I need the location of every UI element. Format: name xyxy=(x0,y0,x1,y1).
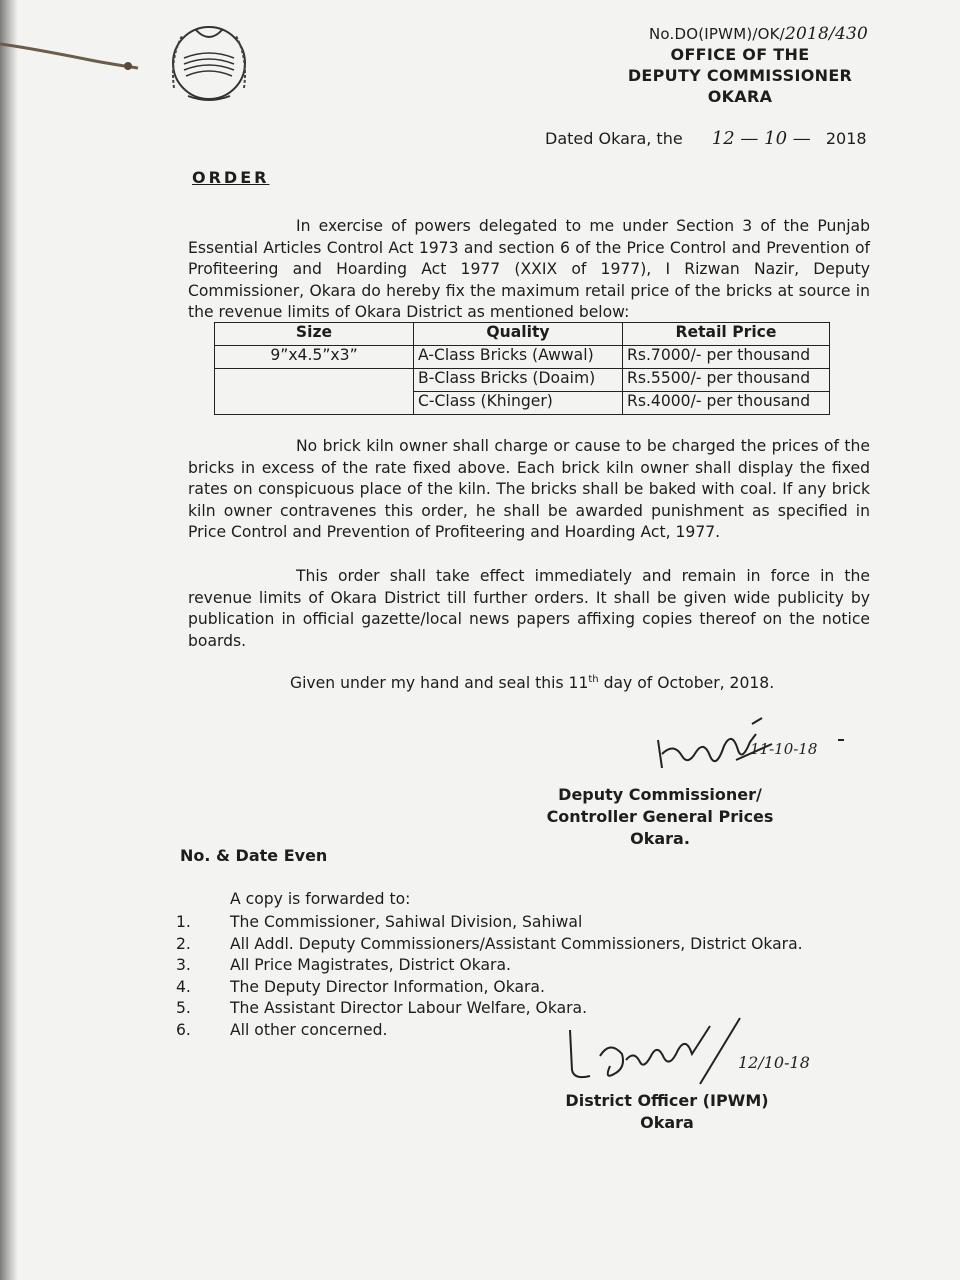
copy-intro: A copy is forwarded to: xyxy=(230,890,411,908)
list-item: 6. All other concerned. xyxy=(176,1020,388,1039)
cell-size xyxy=(215,392,414,415)
page-edge-shadow xyxy=(0,0,18,1280)
date-line xyxy=(545,128,867,149)
table-header-row xyxy=(215,323,830,346)
table-row xyxy=(215,369,830,392)
cell-price: Rs.4000/- per thousand xyxy=(623,392,830,415)
table-row xyxy=(215,392,830,415)
cell-price: Rs.5500/- per thousand xyxy=(623,369,830,392)
given-under-hand-line: Given under my hand and seal this 11th day of October, 2018. xyxy=(290,674,775,693)
cell-quality: B-Class Bricks (Doaim) xyxy=(414,369,623,392)
office-line-2: DEPUTY COMMISSIONER xyxy=(627,66,853,85)
no-date-even: No. & Date Even xyxy=(180,846,328,865)
signatory-deputy-commissioner: Deputy Commissioner/ Controller General Prices Okara. xyxy=(546,785,774,848)
office-header xyxy=(590,24,890,107)
header-quality: Quality xyxy=(414,323,623,346)
order-title: ORDER xyxy=(192,168,270,187)
deputy-commissioner-signature xyxy=(652,716,852,776)
paragraph-3: This order shall take effect immediately and remain in force in the revenue limits of Okara District till further orders. It shall be given wide publicity by publication in official gazette/local news papers affixing copies thereof on the notice boards. xyxy=(188,567,870,650)
paragraph-1: In exercise of powers delegated to me under Section 3 of the Punjab Essential Articles Control Act 1973 and section 6 of the Price Control and Prevention of Profiteering and Hoarding Act 1977 (XXIX of 1977), I Rizwan Nazir, Deputy Commissioner, Okara do hereby fix the maximum retail price of the bricks at source in the revenue limits of Okara District as mentioned below: xyxy=(188,217,870,321)
list-item: 3. All Price Magistrates, District Okara. xyxy=(176,956,511,974)
signatory-district-officer: District Officer (IPWM) Okara xyxy=(565,1091,769,1132)
table-row xyxy=(215,346,830,369)
signature-1-date: 11-10-18 xyxy=(750,740,818,758)
dated-label: Dated Okara, the xyxy=(545,129,683,148)
list-item: 5. The Assistant Director Labour Welfare, Okara. xyxy=(176,999,588,1017)
dated-year: 2018 xyxy=(825,129,867,148)
cell-quality: C-Class (Khinger) xyxy=(414,392,623,415)
cell-size xyxy=(215,369,414,392)
cell-quality: A-Class Bricks (Awwal) xyxy=(414,346,623,369)
signature-2-date: 12/10-18 xyxy=(738,1053,810,1072)
punjab-government-emblem xyxy=(166,18,252,108)
header-retail-price: Retail Price xyxy=(623,323,830,346)
header-size: Size xyxy=(215,323,414,346)
office-line-1: OFFICE OF THE xyxy=(670,45,810,64)
paragraph-2: No brick kiln owner shall charge or cause to be charged the prices of the bricks in excess of the rate fixed above. Each brick kiln owner shall display the fixed rates on conspicuous place of the kiln. The bricks shall be baked with coal. If any brick kiln owner contravenes this order, he shall be awarded punishment as specified in Price Control and Prevention of Profiteering and Hoarding Act, 1977. xyxy=(188,437,870,541)
list-item: 1. The Commissioner, Sahiwal Division, Sahiwal xyxy=(176,913,583,931)
list-item: 2. All Addl. Deputy Commissioners/Assistant Commissioners, District Okara. xyxy=(176,934,803,953)
brick-price-table xyxy=(214,322,830,415)
district-officer-signature xyxy=(560,1010,830,1100)
office-line-3: OKARA xyxy=(707,87,773,106)
cell-size: 9”x4.5”x3” xyxy=(215,346,414,369)
reference-handwritten: 2018/430 xyxy=(784,24,868,44)
list-item: 4. The Deputy Director Information, Okara. xyxy=(176,977,545,996)
cell-price: Rs.7000/- per thousand xyxy=(623,346,830,369)
binding-thread xyxy=(0,38,140,78)
reference-number: No.DO(IPWM)/OK/2018/430 xyxy=(648,24,868,44)
dated-handwritten: 12 — 10 — xyxy=(711,128,811,149)
